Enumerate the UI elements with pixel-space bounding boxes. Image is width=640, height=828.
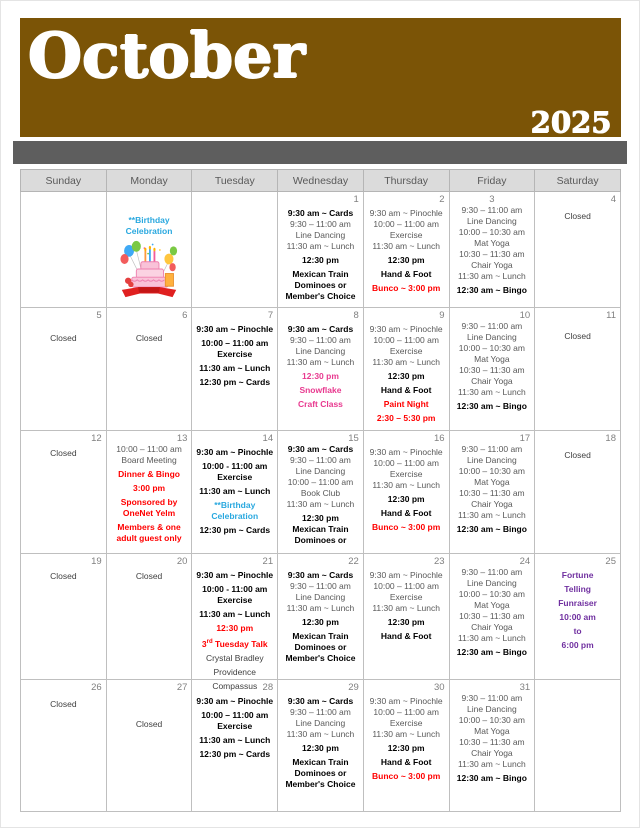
event-line: Member's Choice [285, 291, 356, 301]
event-line: 9:30 – 11:00 am [290, 707, 351, 717]
day-cell-10 [449, 308, 535, 431]
event-line: Craft Class [298, 399, 343, 409]
event-line: 11:30 am ~ Lunch [458, 759, 526, 769]
event-line: Board Meeting [121, 455, 177, 465]
event-line: 11:30 am ~ Lunch [286, 499, 355, 509]
closed-label: Closed [50, 699, 77, 709]
event-line: Chair Yoga [471, 748, 513, 758]
event-line: 9:30 am ~ Pinochle [369, 208, 443, 218]
event-line: Hand & Foot [380, 757, 432, 767]
event-line: 11:30 am ~ Lunch [286, 729, 355, 739]
event-line: 9:30 am ~ Pinochle [369, 570, 443, 580]
date-number: 4 [610, 194, 616, 205]
event-line: Chair Yoga [471, 499, 513, 509]
event-line: 12:30 am ~ Bingo [456, 647, 527, 657]
event-line: Line Dancing [467, 332, 517, 342]
event-line: Chair Yoga [471, 260, 513, 270]
event-line: 9:30 am ~ Pinochle [196, 447, 274, 457]
event-line: 9:30 am ~ Pinochle [196, 696, 274, 706]
event-line: 12:30 pm [302, 513, 339, 523]
calendar-grid [20, 169, 621, 812]
event-line: Exercise [389, 469, 423, 479]
date-number: 22 [348, 556, 359, 567]
event-line: 11:30 am ~ Lunch [286, 357, 355, 367]
event-line: 11:30 am ~ Lunch [372, 603, 440, 613]
event-line: 11:30 am ~ Lunch [286, 241, 355, 251]
event-line: 12:30 pm [216, 623, 254, 633]
event-line: Exercise [217, 721, 253, 731]
event-line: Member's Choice [285, 653, 356, 663]
event-line: Dinner & Bingo [118, 469, 180, 479]
day-cell-5 [21, 308, 107, 431]
closed-label: Closed [135, 571, 163, 581]
event-line: 9:30 am ~ Pinochle [196, 324, 274, 334]
event-line: 10:30 – 11:30 am [459, 737, 525, 747]
event-line: 11:30 am ~ Lunch [458, 510, 526, 520]
event-line: Exercise [389, 230, 423, 240]
event-line: 11:30 am ~ Lunch [286, 603, 355, 613]
event-line: Bunco ~ 3:00 pm [372, 522, 441, 532]
event-line: Dominoes or [294, 535, 347, 545]
event-line: Dominoes or [294, 642, 347, 652]
event-line: Line Dancing [295, 230, 346, 240]
date-number: 12 [91, 433, 102, 444]
event-line: 12:30 pm [387, 743, 425, 753]
day-cell [535, 680, 621, 812]
event-line: 9:30 am ~ Cards [287, 324, 354, 334]
event-line: 12:30 pm [302, 371, 339, 381]
date-number: 31 [519, 682, 531, 693]
event-line: 9:30 am ~ Cards [287, 570, 354, 580]
event-line: 11:30 am ~ Lunch [372, 729, 440, 739]
date-number: 7 [267, 310, 274, 321]
event-line: 11:30 am ~ Lunch [458, 387, 526, 397]
event-line: 9:30 – 11:00 am [290, 455, 351, 465]
year-label: 2025 [530, 105, 611, 139]
event-line: Crystal Bradley [205, 652, 264, 663]
day-header-sunday: Sunday [21, 170, 107, 192]
event-line: 9:30 am ~ Pinochle [369, 447, 443, 457]
month-banner [20, 18, 621, 137]
event-line: 9:30 am ~ Pinochle [196, 570, 274, 580]
day-cell [106, 192, 192, 308]
event-line: Mexican Train [292, 757, 349, 767]
day-cell-14 [192, 431, 278, 554]
event-line: 10:00 – 11:00 am [373, 219, 439, 229]
day-cell [192, 192, 278, 308]
day-cell-16 [363, 431, 449, 554]
date-number: 1 [353, 194, 359, 205]
event-line: 9:30 am ~ Pinochle [369, 696, 443, 706]
event-line: 10:30 – 11:30 am [459, 365, 525, 375]
event-line: Members & one [117, 522, 181, 532]
event-line: Bunco ~ 3:00 pm [372, 771, 441, 781]
day-cell-15 [278, 431, 364, 554]
date-number: 18 [605, 433, 616, 444]
event-line: Line Dancing [295, 592, 346, 602]
event-line: Mexican Train [292, 269, 349, 279]
event-line: 10:00 – 11:00 am [373, 581, 439, 591]
date-number: 5 [96, 310, 102, 321]
event-line: 12:30 pm [302, 255, 339, 265]
event-line: 12:30 pm ~ Cards [199, 749, 271, 759]
event-line: 12:30 pm ~ Cards [199, 377, 271, 387]
event-line: 11:30 am ~ Lunch [372, 241, 440, 251]
event-line: 10:00 – 11:00 am [201, 710, 269, 720]
event-line: Mat Yoga [474, 354, 510, 364]
event-line: Exercise [389, 346, 423, 356]
date-number: 13 [176, 433, 188, 444]
event-line: 10:00 – 10:30 am [458, 466, 525, 476]
event-line: 9:30 am ~ Pinochle [369, 324, 443, 334]
event-line: Line Dancing [467, 704, 517, 714]
date-number: 17 [519, 433, 531, 444]
event-line: Dominoes or [294, 280, 347, 290]
event-line: 2:30 – 5:30 pm [376, 413, 436, 423]
event-line: Mat Yoga [474, 726, 510, 736]
date-number: 16 [433, 433, 445, 444]
event-line: Exercise [217, 595, 253, 605]
page-title: October [28, 19, 306, 92]
day-cell-30 [363, 680, 449, 812]
event-line: 10:00 – 10:30 am [458, 343, 525, 353]
event-line: Book Club [300, 488, 341, 498]
event-line: 10:00 – 10:30 am [458, 715, 525, 725]
date-number: 23 [433, 556, 445, 567]
date-number: 9 [439, 310, 445, 321]
event-line: Line Dancing [467, 578, 517, 588]
event-line: 3rd Tuesday Talk [201, 638, 268, 649]
day-cell-18 [535, 431, 621, 554]
event-line: 11:30 am ~ Lunch [199, 735, 271, 745]
event-line: 3:00 pm [132, 483, 166, 493]
event-line: 9:30 – 11:00 am [461, 444, 523, 454]
event-line: Line Dancing [295, 466, 346, 476]
event-line: 9:30 – 11:00 am [461, 205, 523, 215]
day-cell-4 [535, 192, 621, 308]
day-cell-1 [278, 192, 364, 308]
event-line: 10:00 - 11:00 am [202, 461, 268, 471]
day-cell-20 [106, 554, 192, 680]
day-header-friday: Friday [449, 170, 535, 192]
event-line: Line Dancing [467, 216, 517, 226]
date-number: 11 [606, 310, 616, 321]
date-number: 15 [348, 433, 359, 444]
event-line: 10:30 – 11:30 am [459, 488, 525, 498]
closed-label: Closed [135, 719, 163, 729]
event-line: Line Dancing [295, 346, 346, 356]
event-line: Fortune [561, 570, 594, 580]
event-line: 12:30 am ~ Bingo [456, 401, 527, 411]
day-cell-13 [106, 431, 192, 554]
date-number: 26 [91, 682, 102, 693]
event-line: 10:00 – 11:00 am [373, 335, 439, 345]
event-line: **Birthday [128, 215, 170, 225]
event-line: 10:00 – 11:00 am [116, 444, 182, 454]
event-line: Mexican Train [292, 631, 349, 641]
event-line: 10:00 – 11:00 am [201, 338, 269, 348]
day-cell-7 [192, 308, 278, 431]
day-cell-6 [106, 308, 192, 431]
event-line: 9:30 am ~ Cards [287, 696, 354, 706]
date-number [535, 680, 620, 693]
day-cell-2 [363, 192, 449, 308]
event-line: 10:00 – 10:30 am [458, 589, 525, 599]
day-cell-28 [192, 680, 278, 812]
date-number [107, 192, 192, 205]
event-line: 10:00 – 10:30 am [458, 227, 525, 237]
event-line: Hand & Foot [380, 385, 432, 395]
event-line: Snowflake [299, 385, 342, 395]
day-cell-25 [535, 554, 621, 680]
divider-bar [13, 141, 627, 164]
closed-label: Closed [50, 571, 77, 581]
event-line: 12:30 am ~ Bingo [456, 773, 527, 783]
event-line: Mat Yoga [474, 477, 510, 487]
closed-label: Closed [564, 331, 591, 341]
event-line: Hand & Foot [380, 508, 432, 518]
event-line: Chair Yoga [471, 622, 513, 632]
closed-label: Closed [50, 448, 77, 458]
event-line: 12:30 pm [387, 617, 425, 627]
date-number: 24 [519, 556, 531, 567]
day-header-wednesday: Wednesday [278, 170, 364, 192]
date-number: 19 [91, 556, 102, 567]
day-cell-9 [363, 308, 449, 431]
day-header-monday: Monday [106, 170, 192, 192]
date-number: 14 [262, 433, 274, 444]
event-line: Funraiser [558, 598, 597, 608]
date-number: 2 [439, 194, 445, 205]
event-line: 9:30 – 11:00 am [461, 321, 523, 331]
closed-label: Closed [50, 333, 77, 343]
event-line: 12:30 pm [387, 371, 425, 381]
event-line: 12:30 am ~ Bingo [456, 285, 527, 295]
date-number: 3 [489, 194, 495, 205]
event-line: Bunco ~ 3:00 pm [372, 283, 441, 293]
event-line: Hand & Foot [380, 269, 432, 279]
birthday-cake-image [120, 239, 178, 299]
event-line: Member's Choice [285, 779, 356, 789]
event-line: 6:00 pm [561, 640, 594, 650]
event-line: 12:30 am ~ Bingo [456, 524, 527, 534]
date-number: 6 [182, 310, 188, 321]
date-number: 28 [262, 682, 274, 693]
event-line: Hand & Foot [380, 631, 432, 641]
event-line: Compassus [212, 680, 258, 691]
day-cell-31 [449, 680, 535, 812]
event-line: Exercise [389, 718, 423, 728]
event-line: Celebration [211, 511, 259, 521]
event-line: Line Dancing [467, 455, 517, 465]
event-line: Chair Yoga [471, 376, 513, 386]
day-header-saturday: Saturday [535, 170, 621, 192]
date-number [192, 192, 277, 205]
day-cell-26 [21, 680, 107, 812]
event-line: Celebration [125, 226, 173, 236]
date-number: 29 [348, 682, 359, 693]
event-line: 9:30 – 11:00 am [461, 567, 523, 577]
event-line: 11:30 am ~ Lunch [372, 357, 440, 367]
event-line: 9:30 am ~ Cards [287, 444, 354, 454]
event-line: Dominoes or [294, 768, 347, 778]
closed-label: Closed [135, 333, 163, 343]
closed-label: Closed [564, 211, 591, 221]
event-line: Paint Night [383, 399, 429, 409]
date-number: 20 [176, 556, 188, 567]
event-line: Line Dancing [295, 718, 346, 728]
day-cell-12 [21, 431, 107, 554]
event-line: to [573, 626, 582, 636]
event-line: 11:30 am ~ Lunch [199, 486, 271, 496]
event-line: 9:30 – 11:00 am [290, 335, 351, 345]
day-cell-22 [278, 554, 364, 680]
day-cell [21, 192, 107, 308]
date-number: 8 [353, 310, 359, 321]
event-line: Mat Yoga [474, 600, 510, 610]
day-cell-17 [449, 431, 535, 554]
day-cell-8 [278, 308, 364, 431]
date-number: 25 [605, 556, 616, 567]
day-cell-19 [21, 554, 107, 680]
day-cell-3 [449, 192, 535, 308]
event-line: Providence [213, 666, 257, 677]
event-line: 9:30 – 11:00 am [290, 219, 351, 229]
event-line: OneNet Yelm [122, 508, 176, 518]
event-line: Exercise [217, 472, 253, 482]
event-line: 9:30 am ~ Cards [287, 208, 354, 218]
day-cell-24 [449, 554, 535, 680]
event-line: **Birthday [214, 500, 256, 510]
event-line: 10:30 – 11:30 am [459, 611, 525, 621]
event-line: 10:30 – 11:30 am [459, 249, 525, 259]
event-line: 11:30 am ~ Lunch [458, 633, 526, 643]
event-line: 11:30 am ~ Lunch [199, 609, 271, 619]
date-number: 10 [519, 310, 531, 321]
event-line: 11:30 am ~ Lunch [372, 480, 440, 490]
event-line: 12:30 pm ~ Cards [199, 525, 271, 535]
event-line: 9:30 – 11:00 am [461, 693, 523, 703]
event-line: 12:30 pm [387, 255, 425, 265]
event-line: Exercise [389, 592, 423, 602]
event-line: 12:30 pm [387, 494, 425, 504]
event-line: Mat Yoga [474, 238, 510, 248]
event-line: 11:30 am ~ Lunch [199, 363, 271, 373]
day-cell-27 [106, 680, 192, 812]
event-line: 10:00 am [559, 612, 596, 622]
date-number: 21 [262, 556, 274, 567]
day-cell-23 [363, 554, 449, 680]
event-line: 10:00 – 11:00 am [287, 477, 354, 487]
date-number: 27 [176, 682, 188, 693]
event-line: Telling [564, 584, 591, 594]
event-line: Exercise [217, 349, 253, 359]
date-number: 30 [433, 682, 445, 693]
event-line: 12:30 pm [302, 617, 339, 627]
event-line: 11:30 am ~ Lunch [458, 271, 526, 281]
event-line: adult guest only [116, 533, 182, 543]
day-cell-29 [278, 680, 364, 812]
event-line: 10:00 – 11:00 am [373, 707, 439, 717]
day-cell-11 [535, 308, 621, 431]
event-line: 10:00 – 11:00 am [373, 458, 439, 468]
closed-label: Closed [564, 450, 591, 460]
day-header-thursday: Thursday [363, 170, 449, 192]
event-line: Sponsored by [120, 497, 178, 507]
event-line: Mexican Train [292, 524, 349, 534]
date-number [21, 192, 106, 205]
event-line: 10:00 - 11:00 am [202, 584, 268, 594]
event-line: 12:30 pm [302, 743, 339, 753]
day-header-tuesday: Tuesday [192, 170, 278, 192]
event-line: 9:30 – 11:00 am [290, 581, 351, 591]
